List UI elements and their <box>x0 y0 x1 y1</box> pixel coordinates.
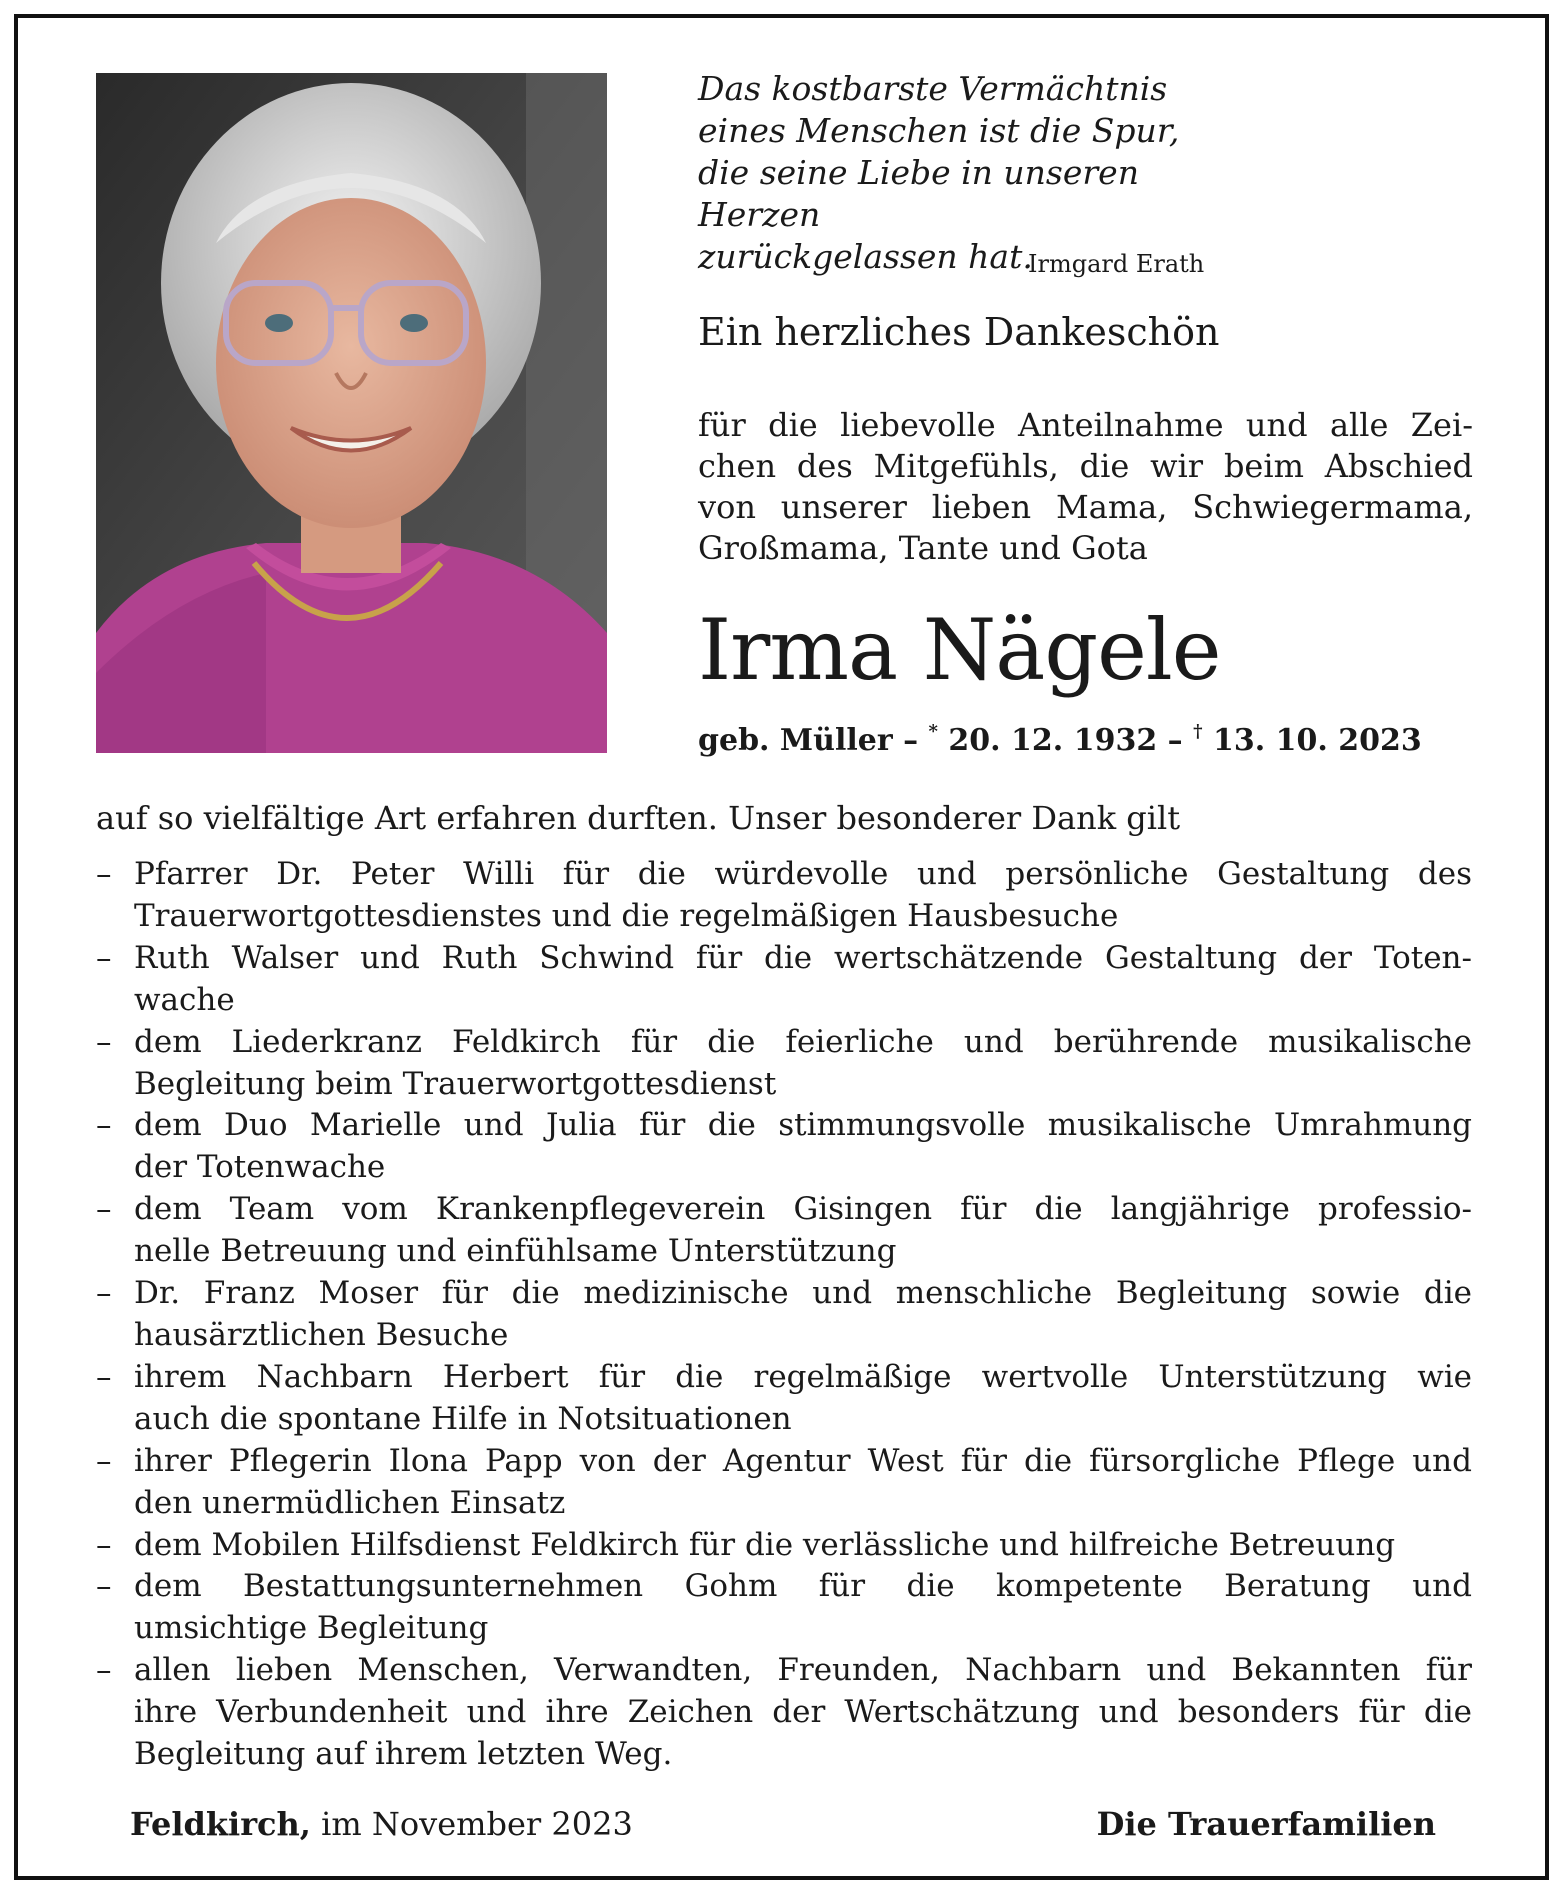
quote-line: zurückgelassen hat. <box>698 237 1033 276</box>
thanks-item <box>96 1525 1472 1567</box>
thanks-line: dem Duo Marielle und Julia für die stimmungsvolle musikalische Umrahmung <box>134 1107 1472 1144</box>
intro-line: Großmama, Tante und Gota <box>698 529 1148 567</box>
bullet-dash: – <box>96 1526 112 1563</box>
thanks-line: Begleitung beim Trauerwortgottesdienst <box>134 1065 777 1102</box>
quote-line: die seine Liebe in unseren Herzen <box>698 153 1139 234</box>
footer-place: Feldkirch, <box>130 1805 311 1843</box>
thanks-line: ihrem Nachbarn Herbert für die regelmäßige wertvolle Unterstützung wie <box>134 1358 1472 1395</box>
quote-line: eines Menschen ist die Spur, <box>698 111 1180 150</box>
thanks-item <box>96 1273 1472 1357</box>
thanks-line: der Totenwache <box>134 1149 386 1186</box>
thanks-line: dem Team vom Krankenpflegeverein Gisingen für die langjährige professio- <box>134 1191 1472 1228</box>
bullet-dash: – <box>96 1191 112 1228</box>
bullet-dash: – <box>96 1107 112 1144</box>
thanks-line: den unermüdlichen Einsatz <box>134 1484 566 1521</box>
portrait-photo <box>96 73 607 753</box>
thanks-item <box>96 1357 1472 1441</box>
thanks-line: Trauerwortgottesdienstes und die regelmäßigen Hausbesuche <box>134 897 1119 934</box>
deceased-name: Irma Nägele <box>698 601 1221 699</box>
thanks-item <box>96 938 1472 1022</box>
thanks-line: Ruth Walser und Ruth Schwind für die wertschätzende Gestaltung der Toten- <box>134 939 1472 976</box>
footer-place-date <box>130 1805 633 1843</box>
birth-symbol: * <box>928 721 938 742</box>
thanks-line: Begleitung auf ihrem letzten Weg. <box>134 1736 673 1773</box>
bullet-dash: – <box>96 1023 112 1060</box>
date-separator: – <box>1167 723 1183 758</box>
thanks-item <box>96 1189 1472 1273</box>
thanks-item <box>96 1650 1472 1776</box>
intro-line: chen des Mitgefühls, die wir beim Abschied <box>698 447 1473 485</box>
thanks-line: Dr. Franz Moser für die medizinische und menschliche Begleitung sowie die <box>134 1275 1472 1312</box>
thanks-line: umsichtige Begleitung <box>134 1610 489 1647</box>
thanks-item <box>96 1441 1472 1525</box>
epigraph-quote <box>698 68 1258 278</box>
continuation-text: auf so vielfältige Art erfahren durften. Unser besonderer Dank gilt <box>96 799 1181 837</box>
thanks-item <box>96 1022 1472 1106</box>
thanks-item <box>96 1566 1472 1650</box>
thanks-line: dem Liederkranz Feldkirch für die feierliche und berührende musikalische <box>134 1023 1472 1060</box>
bullet-dash: – <box>96 939 112 976</box>
life-dates <box>698 723 1422 758</box>
thanks-line: wache <box>134 981 235 1018</box>
bullet-dash: – <box>96 1358 112 1395</box>
thanks-line: Pfarrer Dr. Peter Willi für die würdevolle und persönliche Gestaltung des <box>134 856 1472 892</box>
bullet-dash: – <box>96 1275 112 1312</box>
headline: Ein herzliches Dankeschön <box>698 310 1220 354</box>
thanks-line: allen lieben Menschen, Verwandten, Freunden, Nachbarn und Bekannten für <box>134 1652 1472 1689</box>
bullet-dash: – <box>96 1568 112 1605</box>
thanks-item <box>96 854 1472 938</box>
intro-line: für die liebevolle Anteilnahme und alle Zei- <box>698 406 1473 444</box>
quote-author: Irmgard Erath <box>1028 250 1205 278</box>
footer-signature: Die Trauerfamilien <box>1096 1805 1436 1843</box>
death-symbol: † <box>1193 721 1203 742</box>
date-separator: – <box>903 723 919 758</box>
thanks-line: auch die spontane Hilfe in Notsituationen <box>134 1400 792 1437</box>
bullet-dash: – <box>96 1442 112 1479</box>
thanks-line: nelle Betreuung und einfühlsame Unterstützung <box>134 1233 897 1270</box>
death-date: 13. 10. 2023 <box>1212 723 1422 758</box>
bullet-dash: – <box>96 1652 112 1689</box>
bullet-dash: – <box>96 856 112 892</box>
thanks-item <box>96 1105 1472 1189</box>
birth-name: geb. Müller <box>698 723 893 758</box>
thanks-line: dem Bestattungsunternehmen Gohm für die kompetente Beratung und <box>134 1568 1472 1605</box>
thanks-line: ihrer Pflegerin Ilona Papp von der Agentur West für die fürsorgliche Pflege und <box>134 1442 1472 1479</box>
thanks-line: hausärztlichen Besuche <box>134 1316 509 1353</box>
thanks-line: ihre Verbundenheit und ihre Zeichen der Wertschätzung und besonders für die <box>134 1694 1472 1731</box>
intro-paragraph <box>698 405 1473 569</box>
quote-line: Das kostbarste Vermächtnis <box>698 69 1168 108</box>
thanks-list <box>96 854 1472 1776</box>
birth-date: 20. 12. 1932 <box>948 723 1158 758</box>
footer-date: im November 2023 <box>321 1805 633 1843</box>
thanks-line: dem Mobilen Hilfsdienst Feldkirch für die verlässliche und hilfreiche Betreuung <box>134 1526 1396 1563</box>
intro-line: von unserer lieben Mama, Schwiegermama, <box>698 488 1473 526</box>
